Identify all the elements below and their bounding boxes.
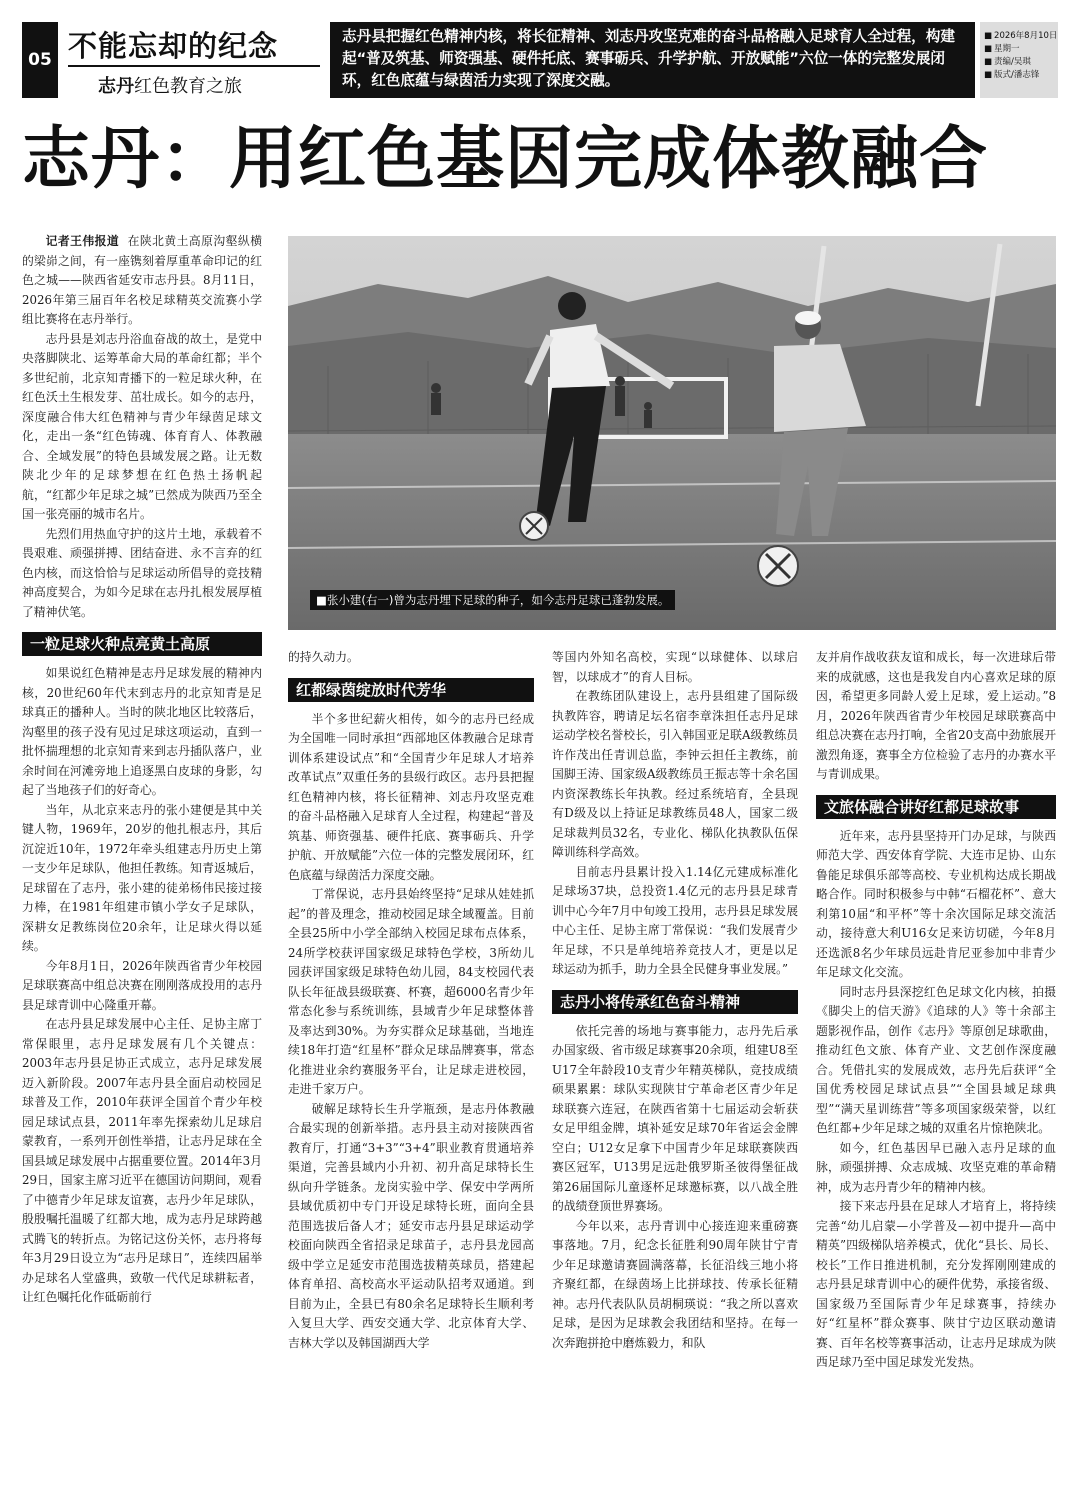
- news-photo: [288, 236, 1056, 630]
- subheading: 志丹小将传承红色奋斗精神: [552, 990, 798, 1014]
- article-column-3: [552, 648, 798, 1353]
- issue-date: ■ 2026年8月10日: [984, 30, 1054, 43]
- article-paragraph: 的持久动力。: [288, 650, 359, 664]
- article-paragraph: 在教练团队建设上，志丹县组建了国际级执教阵容，聘请足坛名宿李章洙担任志丹足球运动学校名誉校长，引入韩国亚足联A级教练员许作茂出任青训总监，李钟云担任主教练，前国脚王涛、国家级A级教练员王振志等十余名国内资深教练长年执教。经过系统培育，全县现有D级及以上持证足球教练员48人，国家二级足球裁判员32名，专业化、梯队化执教队伍保障训练科学高效。: [552, 689, 798, 859]
- article-paragraph: 在志丹县足球发展中心主任、足协主席丁常保眼里，志丹足球发展有几个关键点：2003年志丹县足协正式成立，志丹足球发展迈入新阶段。2007年志丹县全面启动校园足球普及工作，2010年获评全国首个青少年校园足球试点县，2011年率先探索幼儿足球启蒙教育，一系列开创性举措，让志丹足球在全国县域足球发展中占据重要位置。2014年3月29日，国家主席习近平在德国访问期间，观看了中德青少年足球友谊赛，志丹少年足球队，殷殷嘱托温暖了红都大地，成为志丹足球跨越式腾飞的转折点。为铭记这份关怀，志丹将每年3月29日设立为“志丹足球日”，连续四届举办足球名人堂盛典，致敬一代代足球耕耘者，让红色嘱托化作砥砺前行: [22, 1017, 262, 1304]
- article-column-1: [22, 232, 262, 1308]
- article-column-2: [288, 648, 534, 1353]
- article-paragraph: 如果说红色精神是志丹足球发展的精神内核，20世纪60年代末到志丹的北京知青是足球真正的播种人。当时的陕北地区比较落后，沟壑里的孩子没有见过足球这项运动，直到一批怀揣理想的北京知青来到志丹插队落户，业余时间在河滩旁地上追逐黑白皮球的身影，勾起了当地孩子们的好奇心。: [22, 666, 262, 797]
- article-paragraph: 今年以来，志丹青训中心接连迎来重磅赛事落地。7月，纪念长征胜利90周年陕甘宁青少年足球邀请赛圆满落幕，长征沿线三地小将齐聚红都，在绿茵场上比拼球技、传承长征精神。志丹代表队队员胡桐瑛说：“我之所以喜欢足球，是因为足球教会我团结和坚持。在每一次奔跑拼抢中磨炼毅力，和队: [552, 1218, 798, 1350]
- article-paragraph: 破解足球特长生升学瓶颈，是志丹体教融合最实现的创新举措。志丹县主动对接陕西省教育厅，打通“3+3”“3+4”职业教育贯通培养渠道，完善县域内小升初、初升高足球特长生纵向升学链条。龙岗实验中学、保安中学两所县域优质初中专门开设足球特长班，面向全县范围选拔后备人才；延安市志丹县足球运动学校面向陕西全省招录足球苗子，志丹县龙园高级中学立足延安市范围选拔精英球员，搭建起体育单招、高校高水平运动队招考双通道。到目前为止，全县已有80余名足球特长生顺利考入复旦大学、西安交通大学、北京体育大学、吉林大学以及韩国湖西大学: [288, 1101, 534, 1350]
- article-paragraph: 友并肩作战收获友谊和成长，每一次进球后带来的成就感，这也是我发自内心喜欢足球的原因，希望更多同龄人爱上足球，爱上运动。”8月，2026年陕西省青少年校园足球联赛高中组总决赛在志丹打响，全省20支高中劲旅展开激烈角逐，赛事全方位检验了志丹的办赛水平与青训成果。: [816, 650, 1056, 781]
- article-paragraph: 志丹县是刘志丹浴血奋战的故土，是党中央落脚陕北、运筹革命大局的革命红都；半个多世纪前，北京知青播下的一粒足球火种，在红色沃土生根发芽、茁壮成长。如今的志丹，深度融合伟大红色精神与青少年绿茵足球文化，走出一条“红色铸魂、体育育人、体教融合、全域发展”的特色县域发展之路。让无数陕北少年的足球梦想在红色热土扬帆起航，“红都少年足球之城”已然成为陕西乃至全国一张亮丽的城市名片。: [22, 331, 262, 521]
- column-subtitle-bold: 志丹: [98, 76, 134, 97]
- article-paragraph: 等国内外知名高校，实现“以球健体、以球启智，以球成才”的育人目标。: [552, 650, 798, 684]
- column-subtitle: [98, 72, 242, 98]
- article-paragraph: 依托完善的场地与赛事能力，志丹先后承办国家级、省市级足球赛事20余项，组建U8至U17全年龄段10支青少年精英梯队，竞技成绩硕果累累：球队实现陕甘宁革命老区青少年足球联赛六连冠，在陕西省第十七届运动会斩获女足甲组金牌，填补延安足球70年省运会金牌空白；U12女足拿下中国青少年足球联赛陕西赛区冠军，U13男足远赴俄罗斯圣彼得堡征战第26届国际儿童逐杯足球邀标赛，以八战全胜的战绩登顶世界赛场。: [552, 1023, 798, 1213]
- article-paragraph: 接下来志丹县在足球人才培育上，将持续完善“幼儿启蒙—小学普及—初中提升—高中精英”四级梯队培养模式，优化“县长、局长、校长”工作日推进机制，充分发挥刚刚建成的志丹县足球青训中心的硬件优势，承接省级、国家级乃至国际青少年足球赛事，持续办好“红星杯”群众赛事、陕甘宁边区联动邀请赛、百年名校等赛事活动，让志丹足球成为陕西足球乃至中国足球发光发热。: [816, 1199, 1056, 1369]
- issue-editor: ■ 责编/吴琪: [984, 56, 1054, 69]
- article-paragraph: 先烈们用热血守护的这片土地，承载着不畏艰难、顽强拼搏、团结奋进、永不言弃的红色内核，而这恰恰与足球运动所倡导的竞技精神高度契合，为如今足球在志丹扎根发展厚植了精神伏笔。: [22, 526, 262, 619]
- page-number: 05: [22, 22, 58, 98]
- subheading: 红都绿茵绽放时代芳华: [288, 678, 534, 702]
- lead-summary: 志丹县把握红色精神内核，将长征精神、刘志丹攻坚克难的奋斗品格融入足球育人全过程，构建起“普及筑基、师资强基、硬件托底、赛事砺兵、升学护航、开放赋能”六位一体的完整发展闭环，红色底蕴与绿茵活力实现了深度交融。: [330, 22, 975, 98]
- page-header: [22, 22, 1058, 100]
- article-paragraph: 半个多世纪薪火相传，如今的志丹已经成为全国唯一同时承担“西部地区体教融合足球青训体系建设试点”和“全国青少年足球人才培养改革试点”双重任务的县级行政区。志丹县把握红色精神内核，将长征精神、刘志丹攻坚克难的奋斗品格融入足球育人全过程，构建起“普及筑基、师资强基、硬件托底、赛事砺兵、升学护航、开放赋能”六位一体的完整发展闭环，红色底蕴与绿茵活力深度交融。: [288, 711, 534, 882]
- article-paragraph: 同时志丹县深挖红色足球文化内核，拍摄《脚尖上的信天游》《追球的人》等十余部主题影视作品，创作《志丹》等原创足球歌曲，推动红色文旅、体育产业、文艺创作深度融合。凭借扎实的发展成效，志丹先后获评“全国优秀校园足球试点县”“全国县域足球典型”“满天星训练营”等多项国家级荣誉，以红色红都+少年足球之城的双重名片惊艳陕北。: [816, 984, 1056, 1135]
- byline: 记者王伟报道: [45, 234, 120, 248]
- football-field-photo: [288, 236, 1056, 630]
- subheading: 文旅体融合讲好红都足球故事: [816, 795, 1056, 819]
- column-title: 不能忘却的纪念: [68, 29, 279, 63]
- issue-layout: ■ 版式/潘志锋: [984, 69, 1054, 82]
- column-title-rule: [68, 65, 320, 67]
- article-column-4: [816, 648, 1056, 1373]
- issue-weekday: ■ 星期一: [984, 43, 1054, 56]
- column-subtitle-rest: 红色教育之旅: [134, 76, 242, 97]
- photo-caption-text: 张小建(右一)曾为志丹埋下足球的种子，如今志丹足球已蓬勃发展。: [326, 593, 670, 607]
- headline: 志丹：用红色基因完成体教融合: [22, 120, 989, 199]
- article-paragraph: 今年8月1日，2026年陕西省青少年校园足球联赛高中组总决赛在刚刚落成投用的志丹县足球青训中心隆重开幕。: [22, 958, 262, 1012]
- column-title-block: [68, 22, 322, 98]
- article-paragraph: 如今，红色基因早已融入志丹足球的血脉，顽强拼搏、众志成城、攻坚克难的革命精神，成为志丹青少年的精神内核。: [816, 1140, 1056, 1194]
- article-paragraph: 当年，从北京来志丹的张小建便是其中关键人物，1969年，20岁的他扎根志丹，其后沉淀近10年，1972年牵头组建志丹历史上第一支少年足球队，他担任教练。知青返城后，足球留在了志丹，张小建的徒弟杨伟民接过接力棒，在1981年组建市镇小学女子足球队，深耕女足教练岗位20余年，让足球火得以延续。: [22, 802, 262, 953]
- article-paragraph: [22, 232, 262, 330]
- article-paragraph: 目前志丹县累计投入1.14亿元建成标准化足球场37块，总投资1.4亿元的志丹县足球青训中心今年7月中旬竣工投用，志丹县足球发展中心主任、足协主席丁常保说：“我们发展青少年足球，不只是单纯培养竞技人才，更是以足球运动为抓手，助力全县全民健身事业发展。”: [552, 864, 798, 976]
- subheading: 一粒足球火种点亮黄土高原: [22, 632, 262, 656]
- photo-caption: ■张小建(右一)曾为志丹埋下足球的种子，如今志丹足球已蓬勃发展。: [310, 590, 675, 610]
- issue-meta: [980, 22, 1058, 98]
- article-paragraph: 近年来，志丹县坚持开门办足球，与陕西师范大学、西安体育学院、大连市足协、山东鲁能足球俱乐部等高校、专业机构达成长期战略合作。同时积极参与中韩“石榴花杯”、意大利第10届“和平杯”等十余次国际足球交流活动，接待意大利U16女足来访切磋，今年8月还选派8名少年球员远赴肯尼亚参加中非青少年足球文化交流。: [816, 828, 1056, 979]
- article-paragraph-text: 在陕北黄土高原沟壑纵横的梁峁之间，有一座镌刻着厚重革命印记的红色之城——陕西省延安市志丹县。8月11日，2026年第三届百年名校足球精英交流赛小学组比赛将在志丹举行。: [22, 234, 262, 326]
- article-paragraph: 丁常保说，志丹县始终坚持“足球从娃娃抓起”的普及理念，推动校园足球全域覆盖。目前全县25所中小学全部纳入校园足球布点体系，24所学校获评国家级足球特色学校，3所幼儿园获评国家级足球特色幼儿园，84支校园代表队长年征战县级联赛、杯赛，超6000名青少年常态化参与系统训练，县域青少年足球整体普及率达到30%。为夯实群众足球基础，当地连续18年打造“红星杯”群众足球品牌赛事，常态化推进业余约赛服务平台，让足球走进校园，走进千家万户。: [288, 887, 534, 1096]
